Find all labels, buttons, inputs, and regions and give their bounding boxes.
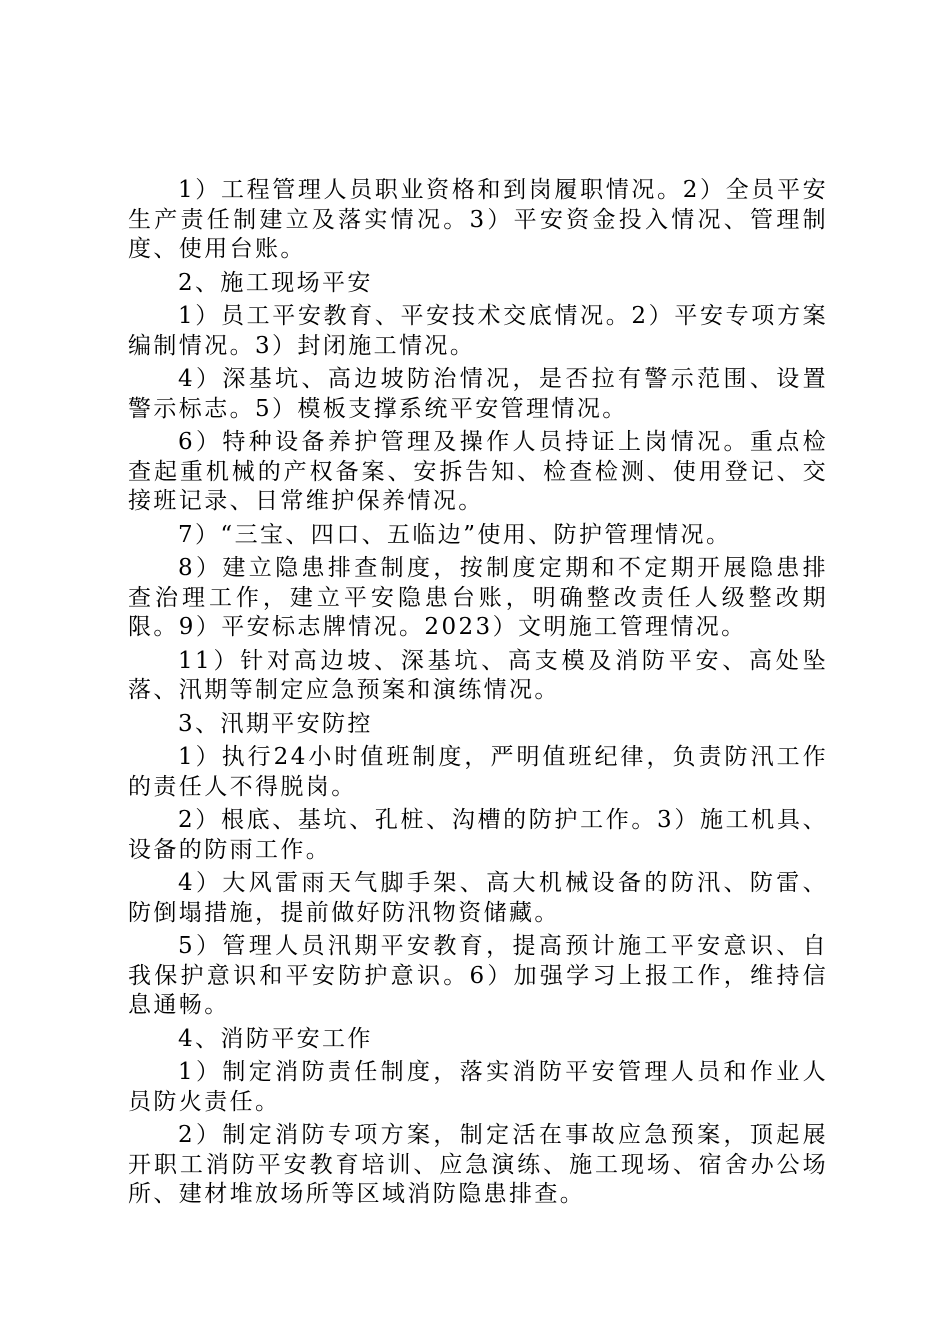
paragraph-storm-measures: 4）大风雷雨天气脚手架、高大机械设备的防汛、防雷、防倒塌措施，提前做好防汛物资储藏。 xyxy=(128,870,828,926)
paragraph-foundation-protection: 2）根底、基坑、孔桩、沟槽的防护工作。3）施工机具、设备的防雨工作。 xyxy=(128,807,828,863)
paragraph-three-treasures: 7）“三宝、四口、五临边”使用、防护管理情况。 xyxy=(178,521,732,548)
paragraph-emergency-plans: 11）针对高边坡、深基坑、高支模及消防平安、高处坠落、汛期等制定应急预案和演练情况。 xyxy=(128,647,828,703)
paragraph-deep-pit-slope: 4）深基坑、高边坡防治情况，是否拉有警示范围、设置警示标志。5）模板支撑系统平安管理情况。 xyxy=(128,366,828,422)
document-body xyxy=(128,176,828,1210)
section-heading-site-safety: 2、施工现场平安 xyxy=(178,269,373,296)
paragraph-flood-education: 5）管理人员汛期平安教育，提高预计施工平安意识、自我保护意识和平安防护意识。6）加强学习上报工作，维持信息通畅。 xyxy=(128,933,828,1018)
paragraph-special-equipment: 6）特种设备养护管理及操作人员持证上岗情况。重点检查起重机械的产权备案、安拆告知、检查检测、使用登记、交接班记录、日常维护保养情况。 xyxy=(128,429,828,514)
paragraph-duty-system: 1）执行24小时值班制度，严明值班纪律，负责防汛工作的责任人不得脱岗。 xyxy=(128,744,828,800)
paragraph-fire-plan: 2）制定消防专项方案，制定活在事故应急预案，顶起展开职工消防平安教育培训、应急演练、施工现场、宿舍办公场所、建材堆放场所等区域消防隐患排查。 xyxy=(128,1122,828,1207)
section-heading-flood-safety: 3、汛期平安防控 xyxy=(178,710,373,737)
paragraph-management-qualifications: 1）工程管理人员职业资格和到岗履职情况。2）全员平安生产责任制建立及落实情况。3）平安资金投入情况、管理制度、使用台账。 xyxy=(128,177,828,262)
paragraph-hazard-inspection: 8）建立隐患排查制度，按制度定期和不定期开展隐患排查治理工作，建立平安隐患台账，明确整改责任人级整改期限。9）平安标志牌情况。2023）文明施工管理情况。 xyxy=(128,555,828,640)
paragraph-staff-education: 1）员工平安教育、平安技术交底情况。2）平安专项方案编制情况。3）封闭施工情况。 xyxy=(128,303,828,359)
paragraph-fire-responsibility: 1）制定消防责任制度，落实消防平安管理人员和作业人员防火责任。 xyxy=(128,1059,828,1115)
section-heading-fire-safety: 4、消防平安工作 xyxy=(178,1025,373,1052)
